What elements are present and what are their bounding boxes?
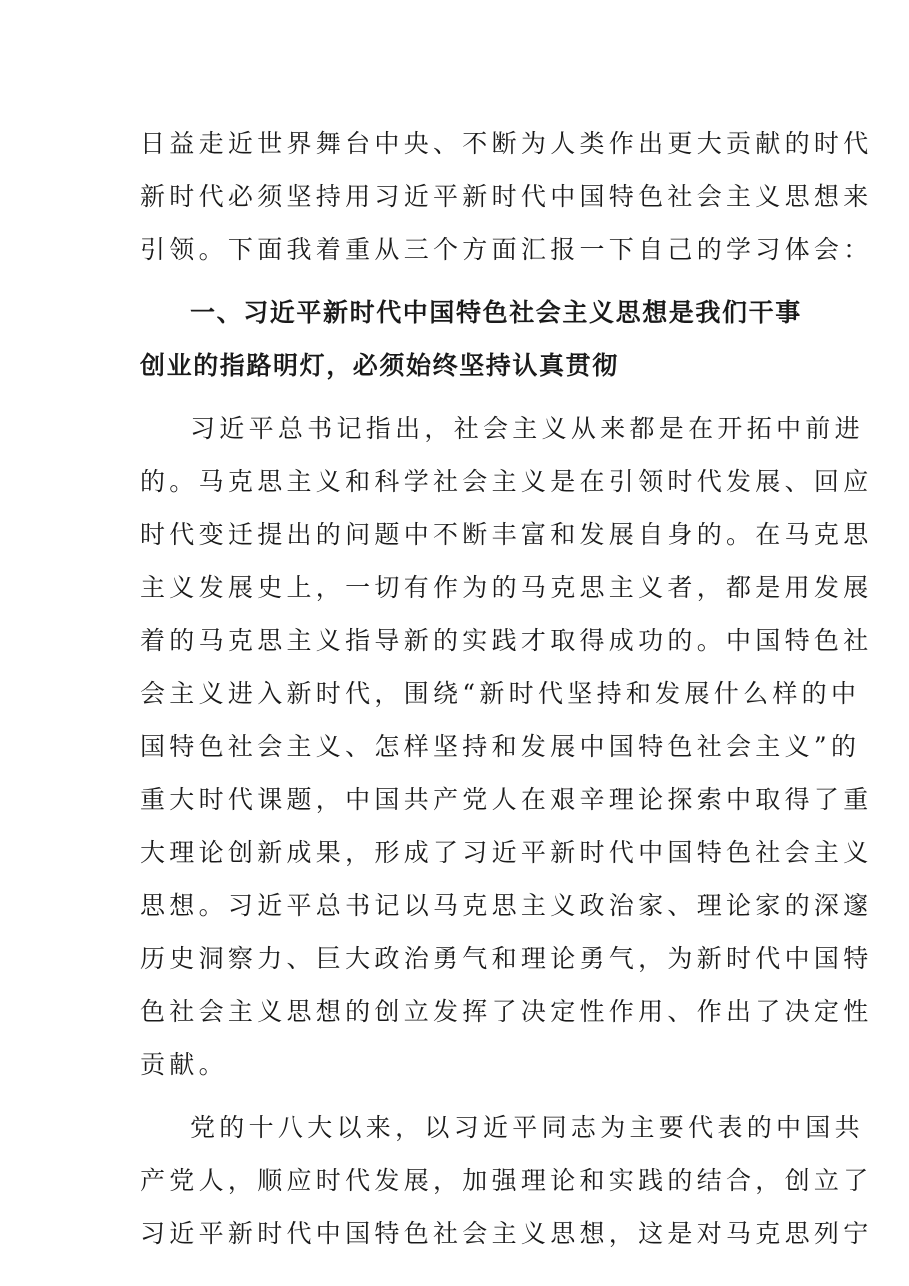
text-line: 习近平总书记指出，社会主义从来都是在开拓中前进: [190, 414, 864, 443]
text-line: 贡献。: [140, 1050, 228, 1079]
text-line: 习近平新时代中国特色社会主义思想，这是对马克思列宁: [140, 1219, 873, 1248]
text-line: 新时代必须坚持用习近平新时代中国特色社会主义思想来: [140, 182, 873, 211]
text-line: 时代变迁提出的问题中不断丰富和发展自身的。在马克思: [140, 520, 873, 549]
text-line: 主义发展史上，一切有作为的马克思主义者，都是用发展: [140, 573, 873, 602]
heading-line: 一、习近平新时代中国特色社会主义思想是我们干事: [190, 298, 802, 327]
text-line: 产党人，顺应时代发展，加强理论和实践的结合，创立了: [140, 1166, 873, 1195]
text-line: 大理论创新成果，形成了习近平新时代中国特色社会主义: [140, 838, 873, 867]
text-line: 色社会主义思想的创立发挥了决定性作用、作出了决定性: [140, 997, 873, 1026]
text-line: 着的马克思主义指导新的实践才取得成功的。中国特色社: [140, 626, 873, 655]
text-line: 的。马克思主义和科学社会主义是在引领时代发展、回应: [140, 467, 873, 496]
paragraph-2: [140, 1101, 873, 1260]
text-line: 日益走近世界舞台中央、不断为人类作出更大贡献的时代: [140, 129, 873, 158]
text-line: 重大时代课题，中国共产党人在艰辛理论探索中取得了重: [140, 785, 873, 814]
document-page: [140, 117, 873, 1260]
heading-line: 创业的指路明灯，必须始终坚持认真贯彻: [140, 351, 619, 380]
text-line: 引领。下面我着重从三个方面汇报一下自己的学习体会：: [140, 235, 873, 264]
text-line: 国特色社会主义、怎样坚持和发展中国特色社会主义”的: [140, 732, 861, 761]
text-line: 思想。习近平总书记以马克思主义政治家、理论家的深邃: [140, 891, 873, 920]
paragraph-intro-continuation: [140, 117, 873, 276]
text-line: 会主义进入新时代，围绕“新时代坚持和发展什么样的中: [140, 679, 861, 708]
section-heading-1: [140, 286, 802, 392]
text-line: 党的十八大以来，以习近平同志为主要代表的中国共: [190, 1113, 864, 1142]
text-line: 历史洞察力、巨大政治勇气和理论勇气，为新时代中国特: [140, 944, 873, 973]
paragraph-1: [140, 402, 873, 1091]
